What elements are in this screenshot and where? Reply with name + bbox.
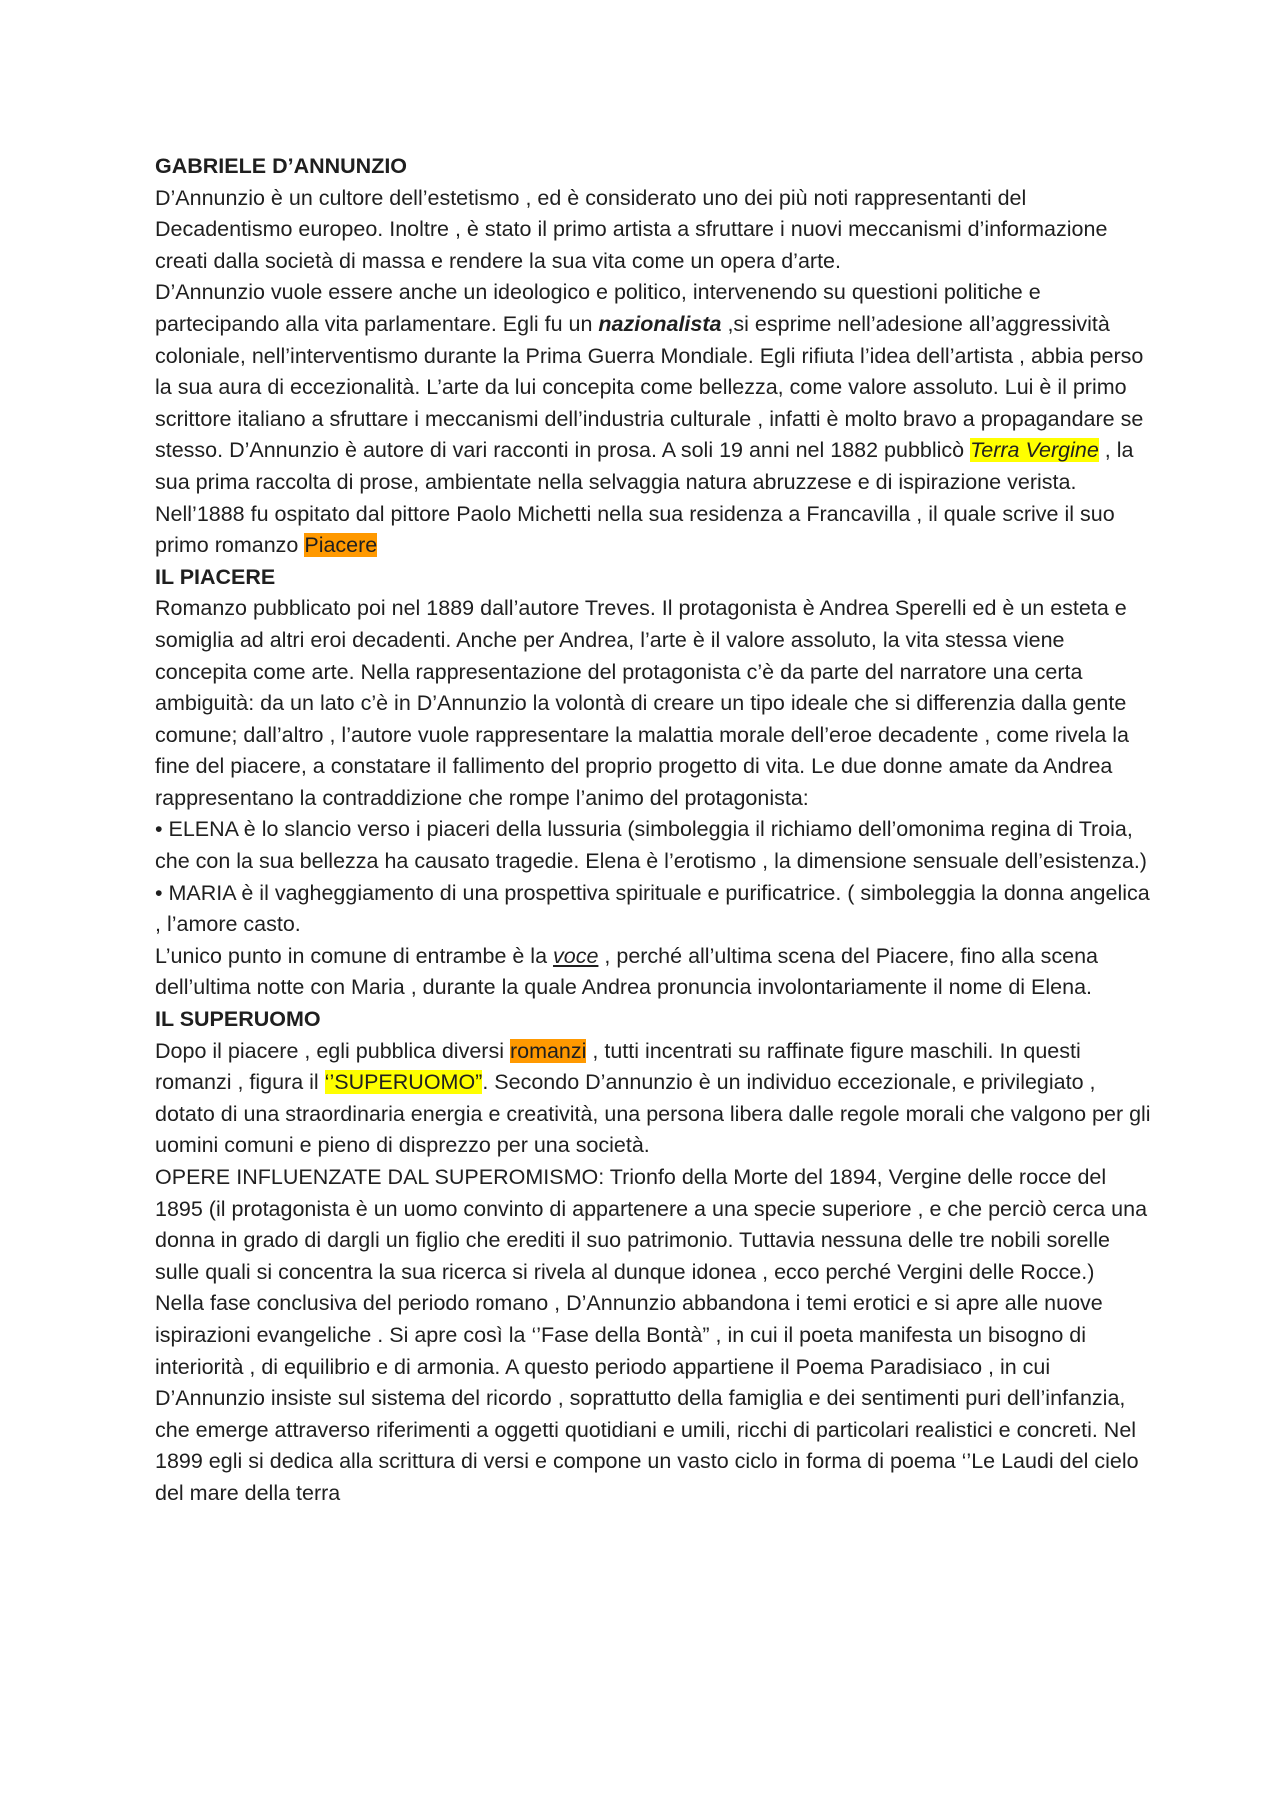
superuomo-text: Dopo il piacere , egli pubblica diversi: [155, 1038, 510, 1063]
intro-text: , la sua prima raccolta di prose, ambientate nella selvaggia natura abruzzese e di ispirazione verista.: [155, 438, 1134, 494]
intro-text: ,si esprime nell’adesione all’aggressività coloniale, nell’interventismo durante la Prima Guerra Mondiale. Egli rifiuta l’idea dell’artista , abbia perso la sua aura di eccezionalità. L’arte da lui concepita come bellezza, come valore assoluto. Lui è il primo scrittore italiano a sfruttare i meccanismi dell’industria culturale , infatti è molto bravo a propagandare se stesso. D’Annunzio è autore di vari racconti in prosa. A soli 19 anni nel 1882 pubblicò: [155, 311, 1144, 463]
superuomo-paragraph-2: OPERE INFLUENZATE DAL SUPEROMISMO: Trionfo della Morte del 1894, Vergine delle rocce del 1895 (il protagonista è un uomo convinto di appartenere a una specie superiore , e che perciò cerca una donna in grado di dargli un figlio che erediti il suo patrimonio. Tuttavia nessuna delle tre nobili sorelle sulle quali si concentra la sua ricerca si rivela al dunque idonea , ecco perché Vergini delle Rocce.): [155, 1165, 1148, 1284]
intro-paragraph-3: [155, 499, 1155, 562]
document-page: [155, 151, 1155, 1510]
emphasis-nazionalista: nazionalista: [598, 311, 722, 336]
superuomo-text: . Secondo D’annunzio è un individuo eccezionale, e privilegiato , dotato di una straordinaria energia e creatività, una persona libera dalle regole morali che valgono per gli uomini comuni e pieno di disprezzo per una società.: [155, 1070, 1151, 1158]
piacere-paragraph-1: Romanzo pubblicato poi nel 1889 dall’autore Treves. Il protagonista è Andrea Sperelli ed è un esteta e somiglia ad altri eroi decadenti. Anche per Andrea, l’arte è il valore assoluto, la vita stessa viene concepita come arte. Nella rappresentazione del protagonista c’è da parte del narratore una certa ambiguità: da un lato c’è in D’Annunzio la volontà di creare un tipo ideale che si differenzia dalla gente comune; dall’altro , l’autore vuole rappresentare la malattia morale dell’eroe decadente , come rivela la fine del piacere, a constatare il fallimento del proprio progetto di vita. Le due donne amate da Andrea rappresentano la contraddizione che rompe l’animo del protagonista:: [155, 596, 1129, 810]
bullet-elena: • ELENA è lo slancio verso i piaceri della lussuria (simboleggia il richiamo dell’omonima regina di Troia, che con la sua bellezza ha causato tragedie. Elena è l’erotismo , la dimensione sensuale dell’esistenza.): [155, 817, 1147, 874]
section-heading-piacere: IL PIACERE: [155, 564, 276, 589]
emphasis-voce: voce: [553, 943, 599, 968]
intro-paragraph-1: D’Annunzio è un cultore dell’estetismo , ed è considerato uno dei più noti rappresentanti del Decadentismo europeo. Inoltre , è stato il primo artista a sfruttare i nuovi meccanismi d’informazione creati dalla società di massa e rendere la sua vita come un opera d’arte.: [155, 185, 1108, 273]
superuomo-paragraph-3: Nella fase conclusiva del periodo romano , D’Annunzio abbandona i temi erotici e si apre alle nuove ispirazioni evangeliche . Si apre così la ‘’Fase della Bontà” , in cui il poeta manifesta un bisogno di interiorità , di equilibrio e di armonia. A questo periodo appartiene il Poema Paradisiaco , in cui D’Annunzio insiste sul sistema del ricordo , soprattutto della famiglia e dei sentimenti puri dell’infanzia, che emerge attraverso riferimenti a oggetti quotidiani e umili, ricchi di particolari realistici e concreti. Nel 1899 egli si dedica alla scrittura di versi e compone un vasto ciclo in forma di poema ‘’Le Laudi del cielo del mare della terra: [155, 1291, 1139, 1505]
piacere-text: L’unico punto in comune di entrambe è la: [155, 943, 554, 968]
superuomo-text: , tutti incentrati su raffinate figure maschili. In questi romanzi , figura il: [155, 1038, 1081, 1095]
document-title: GABRIELE D’ANNUNZIO: [155, 154, 408, 178]
piacere-text: , perché all’ultima scena del Piacere, fino alla scena dell’ultima notte con Maria , durante la quale Andrea pronuncia involontariamente il nome di Elena.: [155, 943, 1098, 1000]
highlight-superuomo: ‘’SUPERUOMO”: [324, 1070, 483, 1095]
section-heading-superuomo: IL SUPERUOMO: [155, 1007, 321, 1032]
piacere-paragraph-2: [155, 941, 1155, 1004]
intro-paragraph-2: [155, 277, 1155, 498]
bullet-maria: • MARIA è il vagheggiamento di una prospettiva spirituale e purificatrice. ( simboleggia la donna angelica , l’amore casto.: [155, 880, 1150, 937]
highlight-romanzi: romanzi: [509, 1038, 587, 1063]
intro-text: D’Annunzio vuole essere anche un ideologico e politico, intervenendo su questioni politiche e partecipando alla vita parlamentare. Egli fu un: [155, 280, 1041, 336]
highlight-terra-vergine: Terra Vergine: [970, 438, 1099, 463]
superuomo-paragraph-1: [155, 1036, 1155, 1162]
intro-text: Nell’1888 fu ospitato dal pittore Paolo Michetti nella sua residenza a Francavilla , il quale scrive il suo primo romanzo: [155, 501, 1115, 558]
highlight-piacere: Piacere: [304, 533, 378, 558]
